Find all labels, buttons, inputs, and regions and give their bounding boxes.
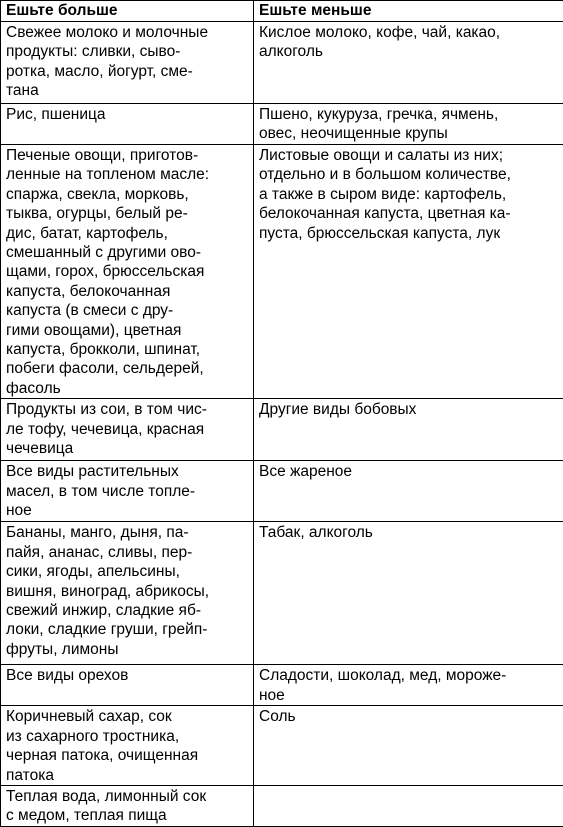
cell-text-line: Пшено, кукуруза, гречка, ячмень, (259, 105, 558, 124)
eat-more-cell (1, 461, 254, 522)
cell-text-line: побеги фасоли, сельдерей, (6, 359, 248, 378)
table-row (1, 399, 563, 461)
eat-less-cell (254, 461, 563, 522)
cell-text-line: фруты, лимоны (6, 640, 248, 659)
eat-more-cell (1, 22, 254, 104)
cell-text-line: свежий инжир, сладкие яб- (6, 601, 248, 620)
cell-text-line: дис, батат, картофель, (6, 224, 248, 243)
cell-text-line: овес, неочищенные крупы (259, 124, 558, 143)
table-row (1, 461, 563, 522)
cell-text-line: черная патока, очищенная (6, 746, 248, 765)
table-row (1, 665, 563, 706)
cell-text-line: Коричневый сахар, сок (6, 707, 248, 726)
cell-text-line: Все жареное (259, 462, 558, 481)
eat-more-cell (1, 665, 254, 706)
eat-more-cell (1, 104, 254, 145)
table-row (1, 104, 563, 145)
cell-text-line: ное (6, 501, 248, 520)
cell-text-line: патока (6, 766, 248, 785)
eat-more-cell (1, 399, 254, 461)
cell-text-line: белокочанная капуста, цветная ка- (259, 204, 558, 223)
cell-text-line: тана (6, 81, 248, 100)
eat-less-cell (254, 665, 563, 706)
cell-text-line: гими овощами), цветная (6, 321, 248, 340)
eat-more-cell (1, 522, 254, 665)
eat-more-cell (1, 785, 254, 826)
cell-text-line: Рис, пшеница (6, 105, 248, 124)
cell-text-line: Продукты из сои, в том чис- (6, 400, 248, 419)
cell-text-line: отдельно и в большом количестве, (259, 165, 558, 184)
cell-text-line: Свежее молоко и молочные (6, 23, 248, 42)
cell-text-line: а также в сыром виде: картофель, (259, 185, 558, 204)
cell-text-line: фасоль (6, 379, 248, 398)
table-row (1, 145, 563, 399)
cell-text-line: масел, в том числе топле- (6, 482, 248, 501)
cell-text-line: ленные на топленом масле: (6, 165, 248, 184)
cell-text-line: ле тофу, чечевица, красная (6, 420, 248, 439)
cell-text-line: Другие виды бобовых (259, 400, 558, 419)
cell-text-line: спаржа, свекла, морковь, (6, 185, 248, 204)
cell-text-line: пуста, брюссельская капуста, лук (259, 224, 558, 243)
cell-text-line: Бананы, манго, дыня, па- (6, 523, 248, 542)
table-row (1, 706, 563, 786)
cell-text-line: Табак, алкоголь (259, 523, 558, 542)
cell-text-line: ное (259, 686, 558, 705)
cell-text-line: Теплая вода, лимонный сок (6, 787, 248, 806)
cell-text-line: локи, сладкие груши, грейп- (6, 620, 248, 639)
cell-text-line: пайя, ананас, сливы, пер- (6, 543, 248, 562)
cell-text-line: чечевица (6, 439, 248, 458)
eat-more-cell (1, 145, 254, 399)
cell-text-line: из сахарного тростника, (6, 727, 248, 746)
cell-text-line: капуста (в смеси с дру- (6, 301, 248, 320)
eat-less-cell (254, 399, 563, 461)
cell-text-line: Соль (259, 707, 558, 726)
eat-less-cell (254, 104, 563, 145)
cell-text-line: алкоголь (259, 42, 558, 61)
cell-text-line: сики, ягоды, апельсины, (6, 562, 248, 581)
table-row (1, 22, 563, 104)
cell-text-line: капуста, брокколи, шпинат, (6, 340, 248, 359)
table-row (1, 785, 563, 826)
eat-less-cell (254, 706, 563, 786)
header-eat-more: Ешьте больше (1, 1, 254, 22)
cell-text-line: тыква, огурцы, белый ре- (6, 204, 248, 223)
cell-text-line: Кислое молоко, кофе, чай, какао, (259, 23, 558, 42)
header-eat-less: Ешьте меньше (254, 1, 563, 22)
cell-text-line: Все виды растительных (6, 462, 248, 481)
eat-less-cell (254, 785, 563, 826)
cell-text-line: ротка, масло, йогурт, сме- (6, 62, 248, 81)
cell-text-line: смешанный с другими ово- (6, 243, 248, 262)
eat-less-cell (254, 145, 563, 399)
eat-less-cell (254, 22, 563, 104)
cell-text-line: Все виды орехов (6, 666, 248, 685)
cell-text-line: продукты: сливки, сыво- (6, 42, 248, 61)
cell-text-line: Печеные овощи, приготов- (6, 146, 248, 165)
cell-text-line: щами, горох, брюссельская (6, 262, 248, 281)
header-row (1, 1, 563, 22)
table-row (1, 522, 563, 665)
cell-text-line: капуста, белокочанная (6, 282, 248, 301)
eat-less-cell (254, 522, 563, 665)
eat-more-cell (1, 706, 254, 786)
cell-text-line: с медом, теплая пища (6, 806, 248, 825)
cell-text-line: Листовые овощи и салаты из них; (259, 146, 558, 165)
cell-text-line: вишня, виноград, абрикосы, (6, 582, 248, 601)
cell-text-line: Сладости, шоколад, мед, мороже- (259, 666, 558, 685)
